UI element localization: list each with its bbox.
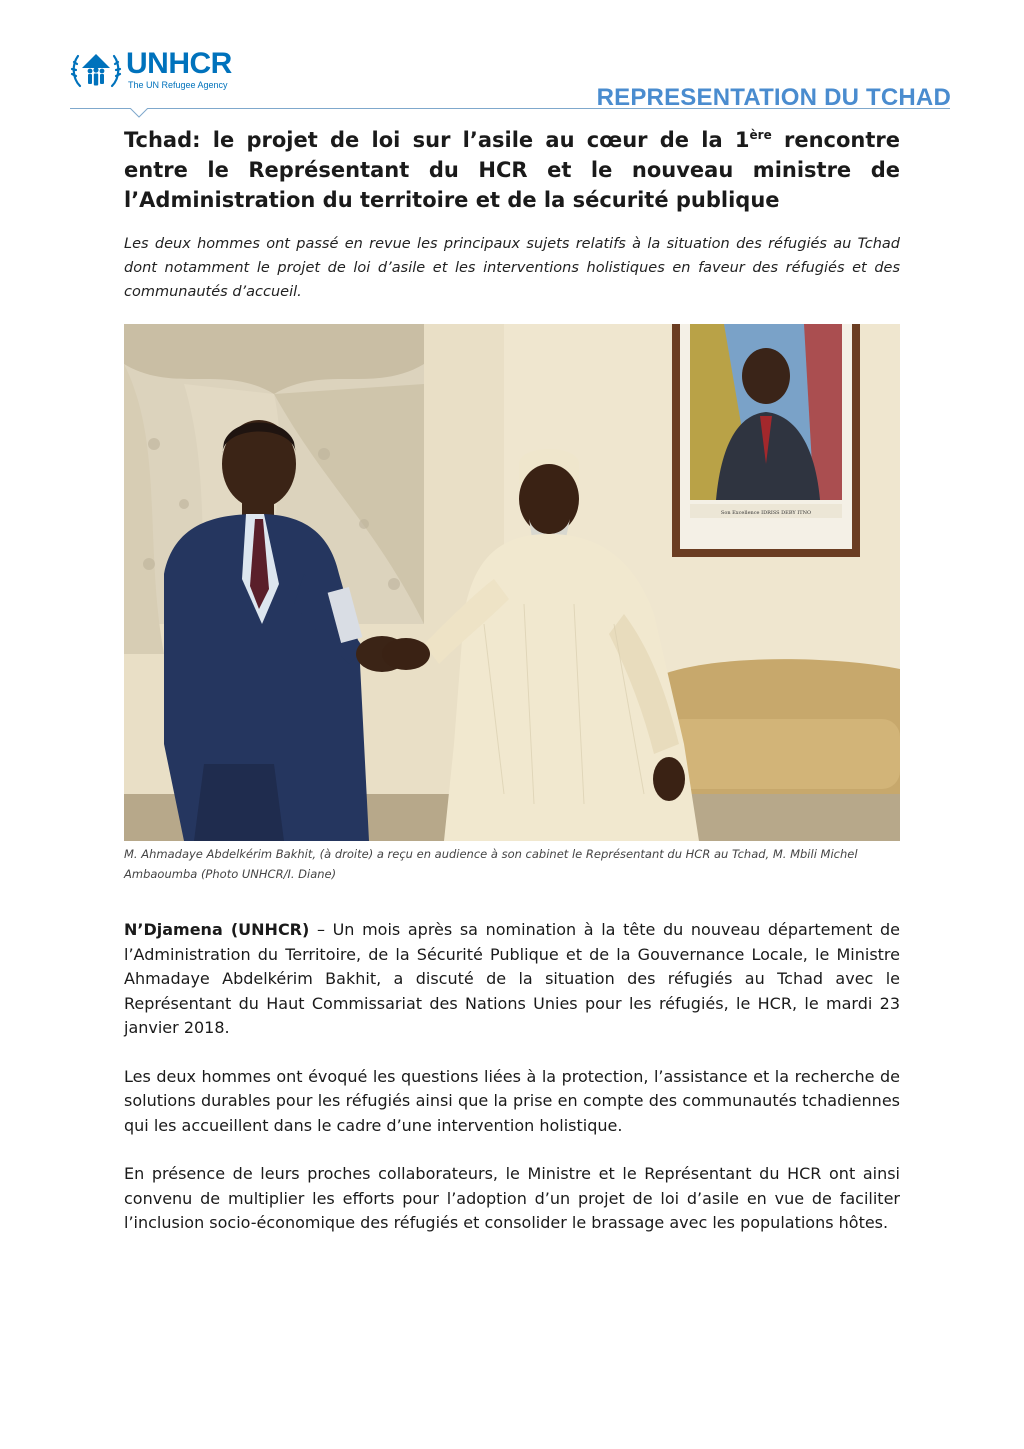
headline-text-end: rencontre entre le Représentant du HCR et le nouveau ministre de l’Administration du territoire et de la sécurité publique [124,128,900,212]
handshake-photo-illustration [124,324,900,841]
article-body [124,918,900,1260]
logo-wordmark: UNHCR [126,47,232,80]
office-title: REPRESENTATION DU TCHAD [596,84,951,111]
header-notch-icon [130,108,148,118]
paragraph-3: En présence de leurs proches collaborateurs, le Ministre et le Représentant du HCR ont ainsi convenu de multiplier les efforts pour l’adoption d’un projet de loi d’asile en vue de faciliter l’inclusion socio-économique des réfugiés et consolider le brassage avec les populations hôtes. [124,1164,900,1232]
portrait-plaque-text: Son Excellence IDRISS DEBY ITNO [720,510,812,516]
paragraph-1 [124,918,900,1041]
paragraph-2: Les deux hommes ont évoqué les questions liées à la protection, l’assistance et la recherche de solutions durables pour les réfugiés ainsi que la prise en compte des communautés tchadiennes qui les accueillent dans le cadre d’une intervention holistique. [124,1066,900,1135]
headline-superscript: ère [749,128,772,142]
logo-tagline: The UN Refugee Agency [128,80,228,90]
article-lede: Les deux hommes ont passé en revue les principaux sujets relatifs à la situation des réfugiés au Tchad dont notamment le projet de loi d’asile et les interventions holistiques en faveur des réfugiés et des communautés d’accueil. [124,236,900,300]
article-photo [124,324,900,841]
unhcr-logo [70,46,260,96]
unhcr-emblem-icon [70,46,122,92]
article-headline [124,125,900,215]
paragraph-1-text: – Un mois après sa nomination à la tête du nouveau département de l’Administration du Territoire, de la Sécurité Publique et de la Gouvernance Locale, le Ministre Ahmadaye Abdelkérim Bakhit, a discuté de la situation des réfugiés au Tchad avec le Représentant du Haut Commissariat des Nations Unies pour les réfugiés, le HCR, le mardi 23 janvier 2018. [124,920,900,1037]
header-divider [70,108,950,109]
headline-text-start: Tchad: le projet de loi sur l’asile au cœur de la 1 [124,128,750,152]
photo-caption: M. Ahmadaye Abdelkérim Bakhit, (à droite) a reçu en audience à son cabinet le Représentant du HCR au Tchad, M. Mbili Michel Ambaoumba (Photo UNHCR/I. Diane) [124,847,858,881]
dateline: N’Djamena (UNHCR) [124,920,310,939]
